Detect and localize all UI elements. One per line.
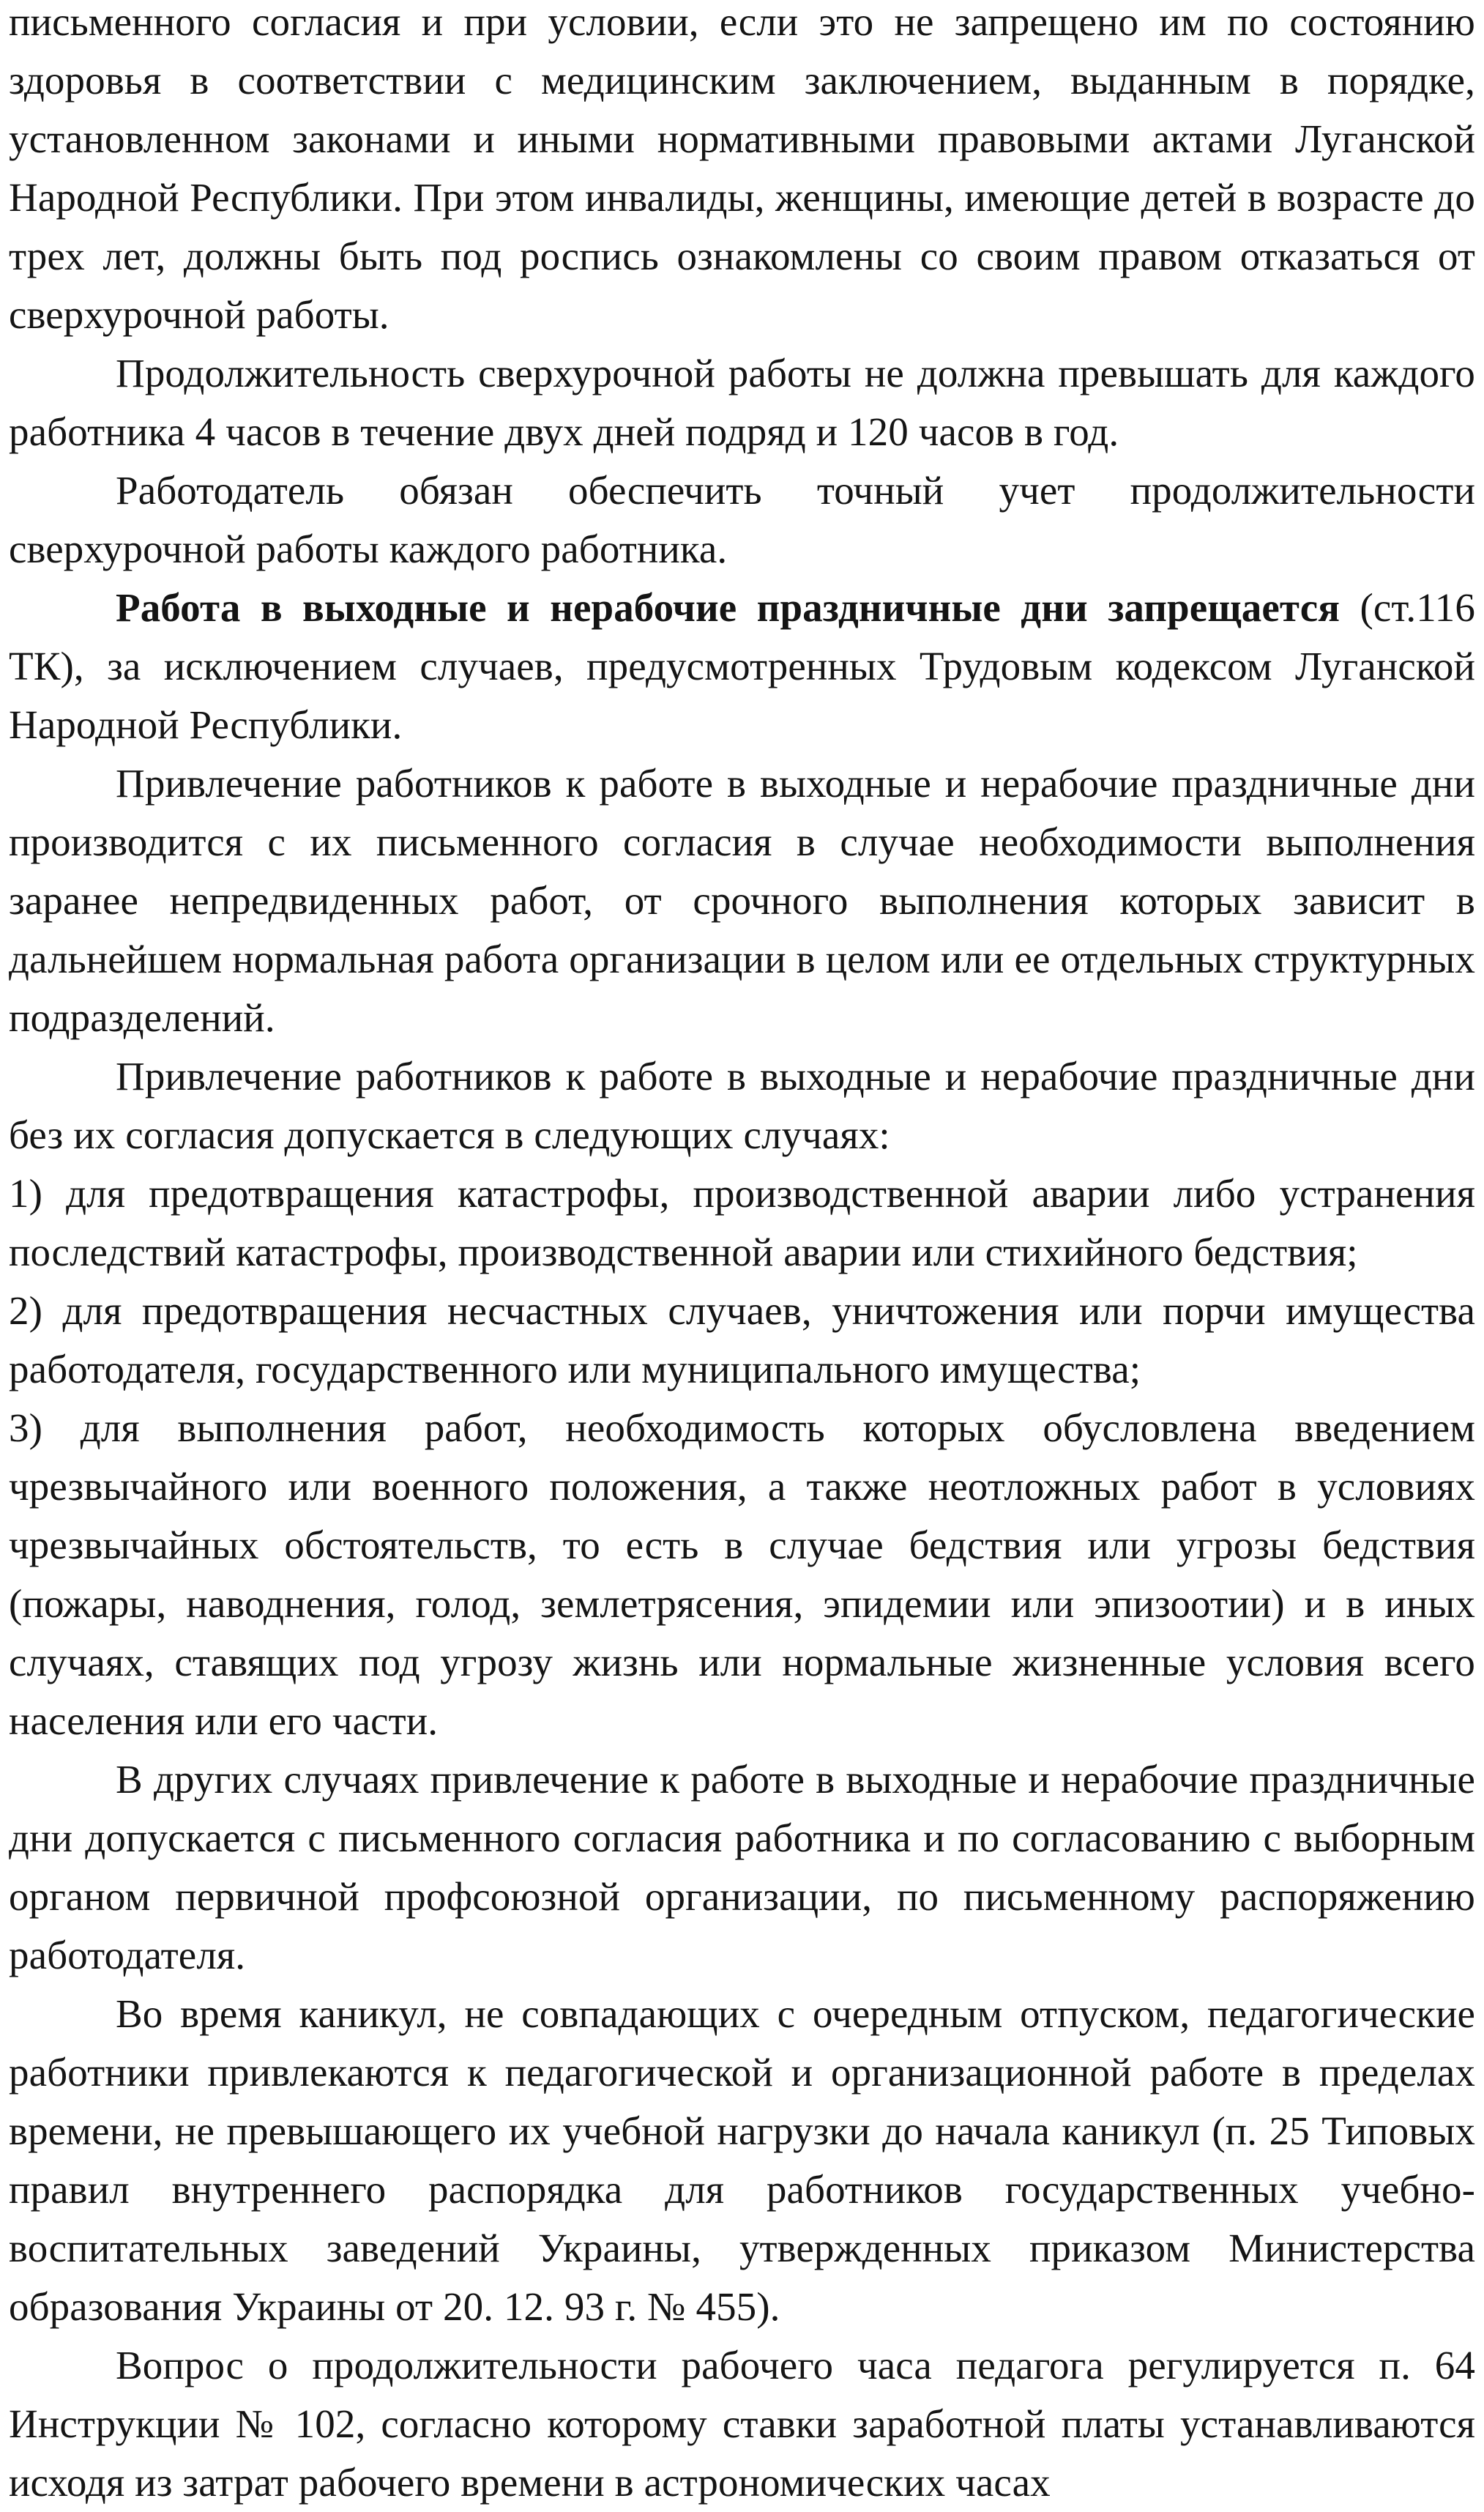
paragraph-text: (ст.116 ТК), за исключением случаев, предусмотренных Трудовым кодексом Луганской Народной Республики.	[9, 585, 1475, 747]
document-page	[9, 0, 1475, 2512]
list-item-1: 1) для предотвращения катастрофы, производственной аварии либо устранения последствий катастрофы, производственной аварии или стихийного бедствия;	[9, 1171, 1475, 1274]
paragraph-vacation-teachers: Во время каникул, не совпадающих с очередным отпуском, педагогические работники привлекаются к педагогической и организационной работе в пределах времени, не превышающего их учебной нагрузки до начала каникул (п. 25 Типовых правил внутреннего распорядка для работников государственных учебно-воспитательных заведений Украины, утвержденных приказом Министерства образования Украины от 20. 12. 93 г. № 455).	[9, 1991, 1475, 2329]
paragraph-other-cases: В других случаях привлечение к работе в выходные и нерабочие праздничные дни допускается с письменного согласия работника и по согласованию с выборным органом первичной профсоюзной организации, по письменному распоряжению работодателя.	[9, 1757, 1475, 1977]
bold-heading-weekend-work: Работа в выходные и нерабочие праздничные дни запрещается	[116, 585, 1341, 630]
list-item-2: 2) для предотвращения несчастных случаев, уничтожения или порчи имущества работодателя, государственного или муниципального имущества;	[9, 1288, 1475, 1391]
paragraph-overtime-consent: письменного согласия и при условии, если это не запрещено им по состоянию здоровья в соответствии с медицинским заключением, выданным в порядке, установленном законами и иными нормативными правовыми актами Луганской Народной Республики. При этом инвалиды, женщины, имеющие детей в возрасте до трех лет, должны быть под роспись ознакомлены со своим правом отказаться от сверхурочной работы.	[9, 0, 1475, 337]
list-item-3: 3) для выполнения работ, необходимость которых обусловлена введением чрезвычайного или военного положения, а также неотложных работ в условиях чрезвычайных обстоятельств, то есть в случае бедствия или угрозы бедствия (пожары, наводнения, голод, землетрясения, эпидемии или эпизоотии) и в иных случаях, ставящих под угрозу жизнь или нормальные жизненные условия всего населения или его части.	[9, 1405, 1475, 1743]
paragraph-overtime-limit: Продолжительность сверхурочной работы не должна превышать для каждого работника 4 часов в течение двух дней подряд и 120 часов в год.	[9, 351, 1475, 454]
paragraph-overtime-accounting: Работодатель обязан обеспечить точный учет продолжительности сверхурочной работы каждого работника.	[9, 468, 1475, 571]
paragraph-weekend-work-prohibited	[9, 579, 1475, 754]
paragraph-weekend-work-without-consent: Привлечение работников к работе в выходные и нерабочие праздничные дни без их согласия допускается в следующих случаях:	[9, 1054, 1475, 1157]
paragraph-weekend-work-with-consent: Привлечение работников к работе в выходные и нерабочие праздничные дни производится с их письменного согласия в случае необходимости выполнения заранее непредвиденных работ, от срочного выполнения которых зависит в дальнейшем нормальная работа организации в целом или ее отдельных структурных подразделений.	[9, 761, 1475, 1040]
paragraph-teacher-working-hour: Вопрос о продолжительности рабочего часа педагога регулируется п. 64 Инструкции № 102, согласно которому ставки заработной платы устанавливаются исходя из затрат рабочего времени в астрономических часах	[9, 2343, 1475, 2505]
